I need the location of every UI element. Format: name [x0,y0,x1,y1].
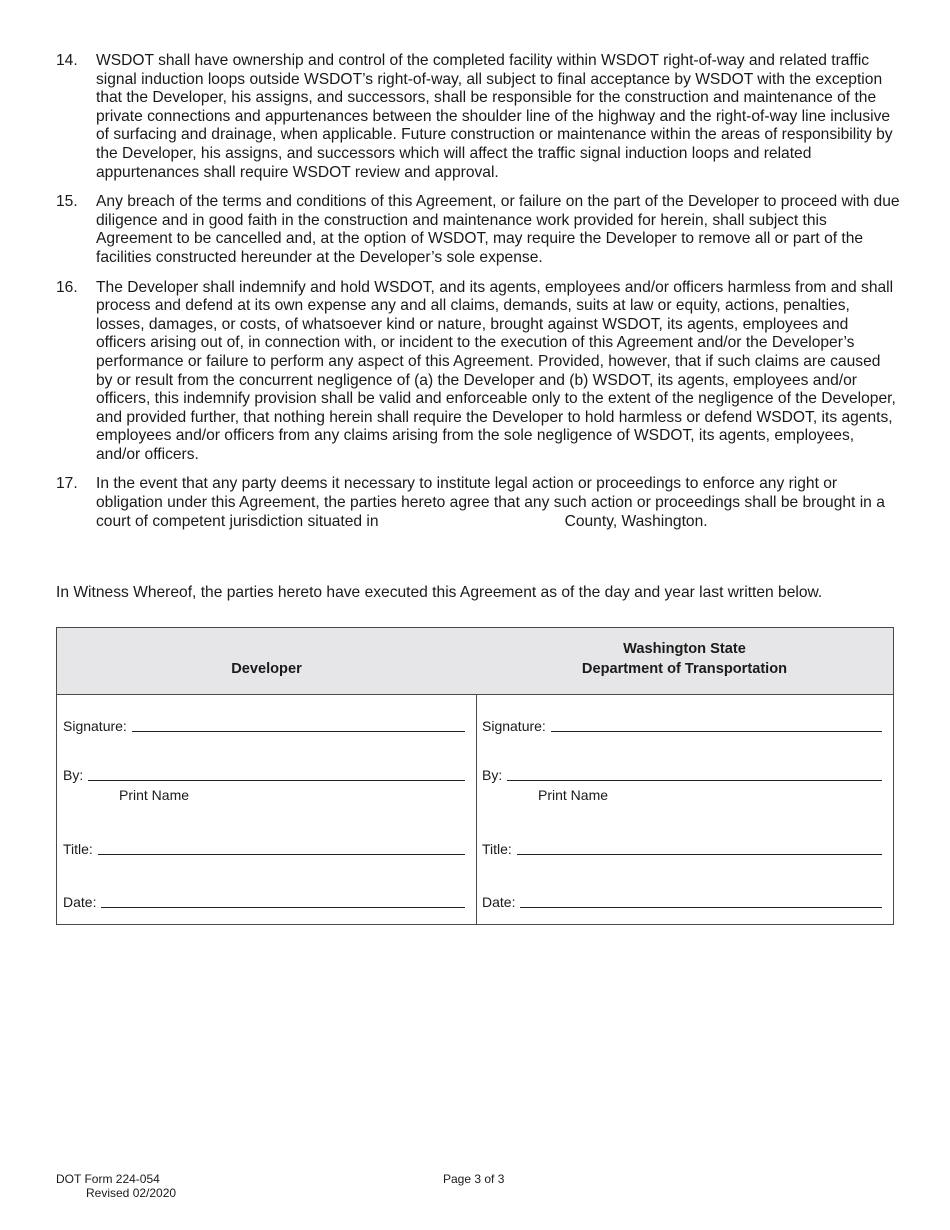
form-number: DOT Form 224-054 [56,1172,160,1186]
wsdot-header-line1: Washington State [623,641,746,657]
agreement-clauses [56,52,901,542]
developer-header-label: Developer [231,660,302,677]
by-label: By: [63,767,84,783]
date-line [520,906,882,908]
developer-date-field[interactable] [63,894,465,910]
clause-15 [56,193,901,267]
by-label: By: [482,767,503,783]
wsdot-signature-field[interactable] [482,718,882,734]
wsdot-title-field[interactable] [482,841,882,857]
date-label: Date: [482,894,516,910]
developer-print-name-label: Print Name [119,787,190,803]
by-line [507,779,882,781]
revised-date: Revised 02/2020 [86,1186,177,1200]
signature-label: Signature: [482,718,546,734]
developer-by-field[interactable] [63,767,465,783]
clause-14 [56,52,901,182]
wsdot-column [476,628,893,924]
clause-text: WSDOT shall have ownership and control of the completed facility within WSDOT right-of-way and related traffic signal induction loops outside WSDOT’s right-of-way, all subject to final acceptance by WSDOT with the exception that the Developer, his assigns, and successors, shall be responsible for the construction and maintenance of the private connections and appurtenances between the shoulder line of the highway and the right-of-way line inclusive of surfacing and drainage, when applicable. Future construction or maintenance within the areas of responsibility by the Developer, his assigns, and successors which will affect the traffic signal induction loops and related appurtenances shall require WSDOT review and approval. [96,52,893,181]
clause-text-block [96,475,901,531]
date-line [101,906,465,908]
clause-16 [56,279,901,465]
signature-label: Signature: [63,718,127,734]
clause-number: 15. [56,193,78,211]
developer-signature-field[interactable] [63,718,465,734]
clause-text: In the event that any party deems it necessary to institute legal action or proceedings to enforce any right or obligation under this Agreement, the parties hereto agree that any such action or proceedings shall be brought in a court of competent jurisdiction situated in [96,475,885,530]
clause-number: 17. [56,475,78,493]
wsdot-by-field[interactable] [482,767,882,783]
signature-line [551,730,882,732]
title-line [98,853,465,855]
signature-line [132,730,465,732]
title-line [517,853,882,855]
clause-number: 14. [56,52,78,69]
title-label: Title: [63,841,93,857]
developer-header [57,628,476,695]
date-label: Date: [63,894,97,910]
clause-text-county: County, Washington. [564,512,708,530]
title-label: Title: [482,841,512,857]
wsdot-header-line2: Department of Transportation [581,660,788,677]
developer-column [57,628,477,924]
wsdot-header [476,628,893,695]
wsdot-date-field[interactable] [482,894,882,910]
clause-text: The Developer shall indemnify and hold WSDOT, and its agents, employees and/or officers harmless from and shall process and defend at its own expense any and all claims, demands, suits at law or equity, actions, penalties, losses, damages, or costs, of whatsoever kind or nature, brought against WSDOT, its agents, employees and officers arising out of, in connection with, or incident to the execution of this Agreement and/or the Developer’s performance or failure to perform any aspect of this Agreement. Provided, however, that if such claims are caused by or result from the concurrent negligence of (a) the Developer and (b) WSDOT, its agents, employees and/or officers, this indemnify provision shall be valid and enforceable only to the extent of the negligence of the Developer, and provided further, that nothing herein shall require the Developer to hold harmless or defend WSDOT, its agents, employees and/or officers from any claims arising from the sole negligence of WSDOT, its agents, employees, and/or officers. [96,278,896,463]
clause-17 [56,475,901,531]
developer-title-field[interactable] [63,841,465,857]
clause-text: Any breach of the terms and conditions of this Agreement, or failure on the part of the Developer to proceed with due diligence and in good faith in the construction and maintenance work provided for herein, shall subject this Agreement to be cancelled and, at the option of WSDOT, may require the Developer to remove all or part of the facilities constructed hereunder at the Developer’s sole expense. [96,193,900,266]
wsdot-print-name-label: Print Name [538,787,609,803]
witness-statement: In Witness Whereof, the parties hereto have executed this Agreement as of the day and year last written below. [56,584,823,601]
signature-table [56,627,894,925]
page-number: Page 3 of 3 [443,1172,505,1186]
clause-number: 16. [56,278,78,296]
by-line [88,779,465,781]
